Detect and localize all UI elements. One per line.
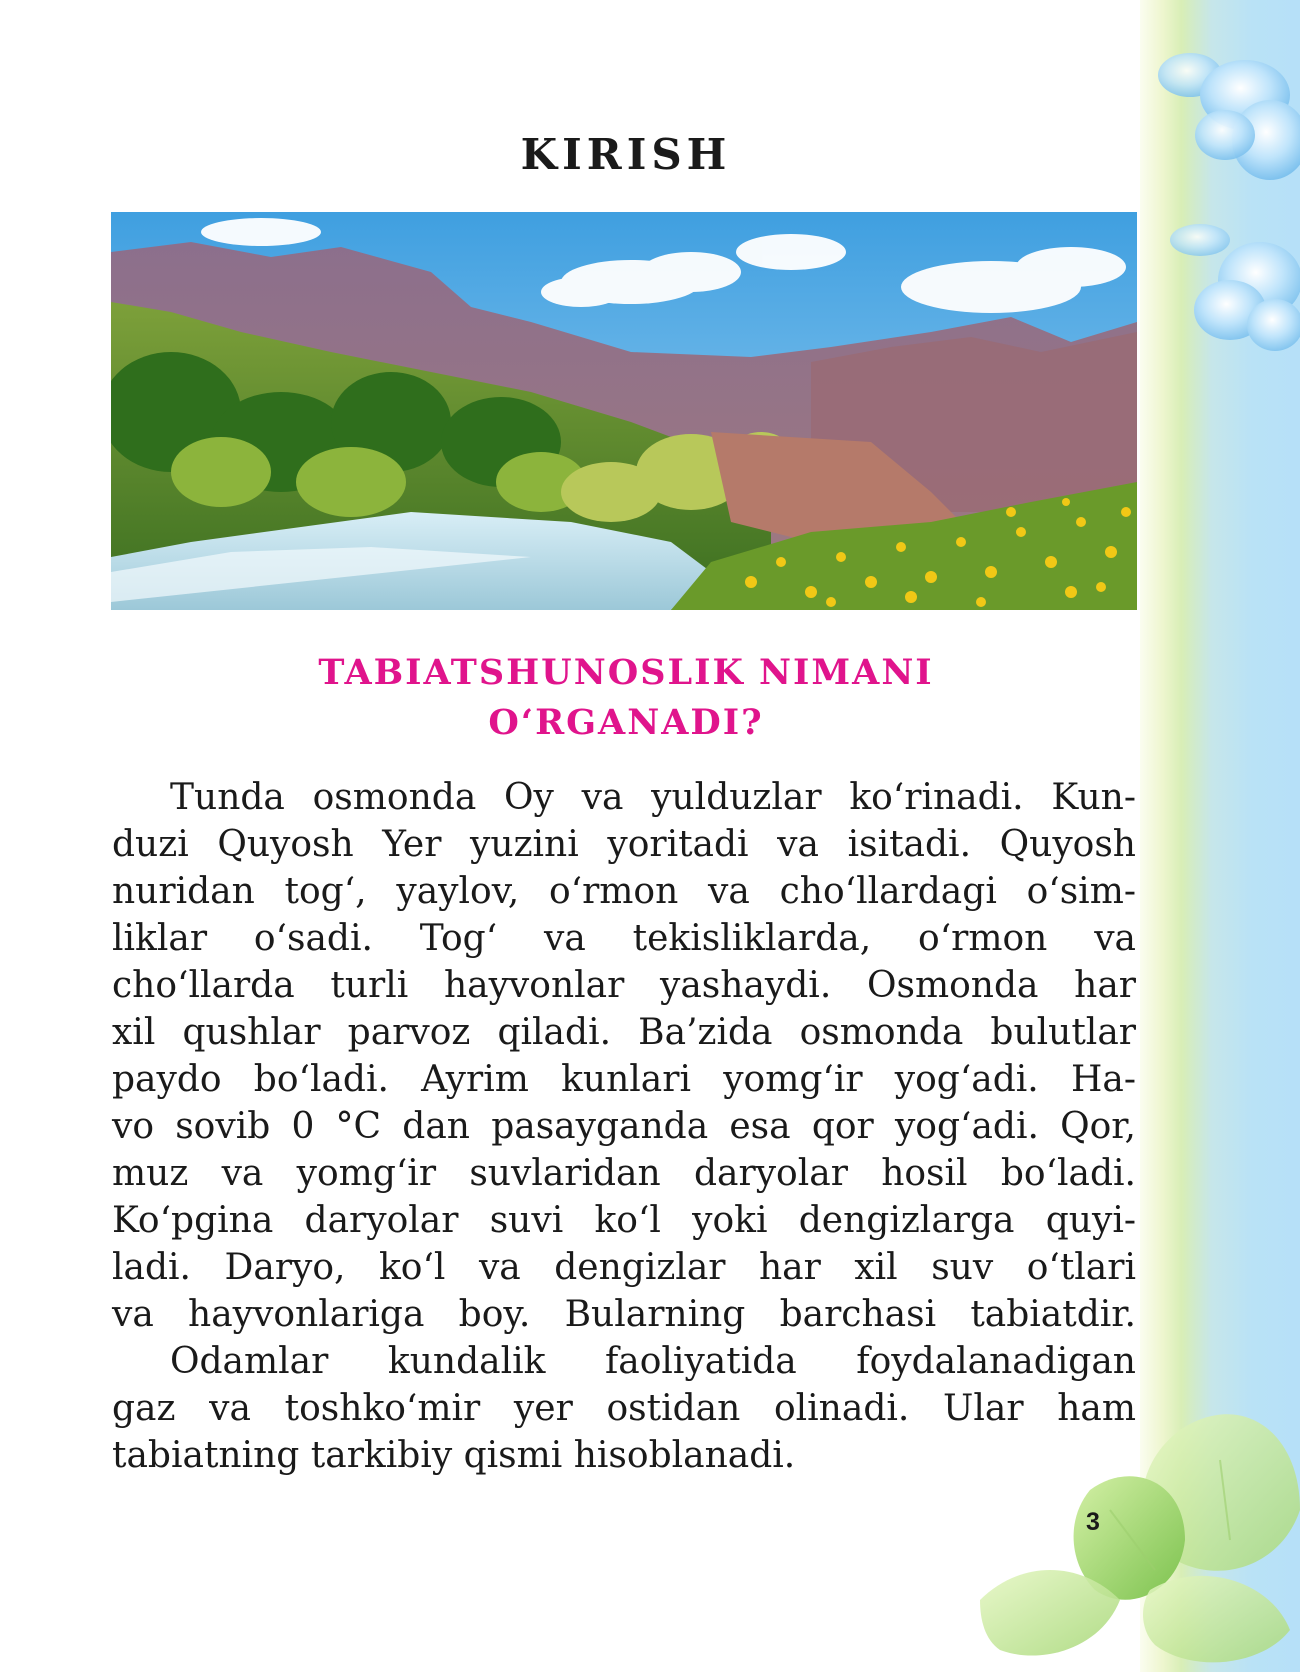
text-line: Tunda osmonda Oy va yulduzlar ko‘rinadi. Kun-: [170, 777, 1136, 818]
text-line: liklar o‘sadi. Tog‘ va tekisliklarda, o‘rmon va: [112, 918, 1136, 959]
chapter-title: KIRISH: [520, 130, 732, 179]
text-line: va hayvonlariga boy. Bularning barchasi tabiatdir.: [112, 1294, 1136, 1335]
text-line: cho‘llarda turli hayvonlar yashaydi. Osmonda har: [112, 965, 1136, 1006]
section-title-line: TABIATSHUNOSLIK NIMANI: [318, 652, 934, 693]
text-line: muz va yomg‘ir suvlaridan daryolar hosil bo‘ladi.: [112, 1153, 1136, 1194]
text-line: Odamlar kundalik faoliyatida foydalanadigan: [170, 1341, 1136, 1382]
text-line: paydo bo‘ladi. Ayrim kunlari yomg‘ir yog‘adi. Ha-: [112, 1059, 1136, 1100]
text-line: duzi Quyosh Yer yuzini yoritadi va isitadi. Quyosh: [112, 824, 1136, 865]
text-line: ladi. Daryo, ko‘l va dengizlar har xil suv o‘tlari: [112, 1247, 1136, 1288]
text-line: xil qushlar parvoz qiladi. Ba’zida osmonda bulutlar: [112, 1012, 1136, 1053]
landscape-photo: [111, 212, 1137, 610]
text-line: nuridan tog‘, yaylov, o‘rmon va cho‘llardagi o‘sim-: [112, 871, 1136, 912]
text-line: tabiatning tarkibiy qismi hisoblanadi.: [112, 1435, 796, 1476]
text-line: gaz va toshko‘mir yer ostidan olinadi. Ular ham: [112, 1388, 1136, 1429]
text-line: Ko‘pgina daryolar suvi ko‘l yoki dengizlarga quyi-: [112, 1200, 1136, 1241]
cloud-icon: [1160, 210, 1300, 360]
body-text: [112, 774, 1136, 1479]
text-line: vo sovib 0 °C dan pasayganda esa qor yog‘adi. Qor,: [112, 1106, 1136, 1147]
section-title-line: O‘RGANADI?: [488, 702, 764, 743]
section-title: [0, 648, 1252, 748]
page-number: 3: [1086, 1508, 1100, 1536]
